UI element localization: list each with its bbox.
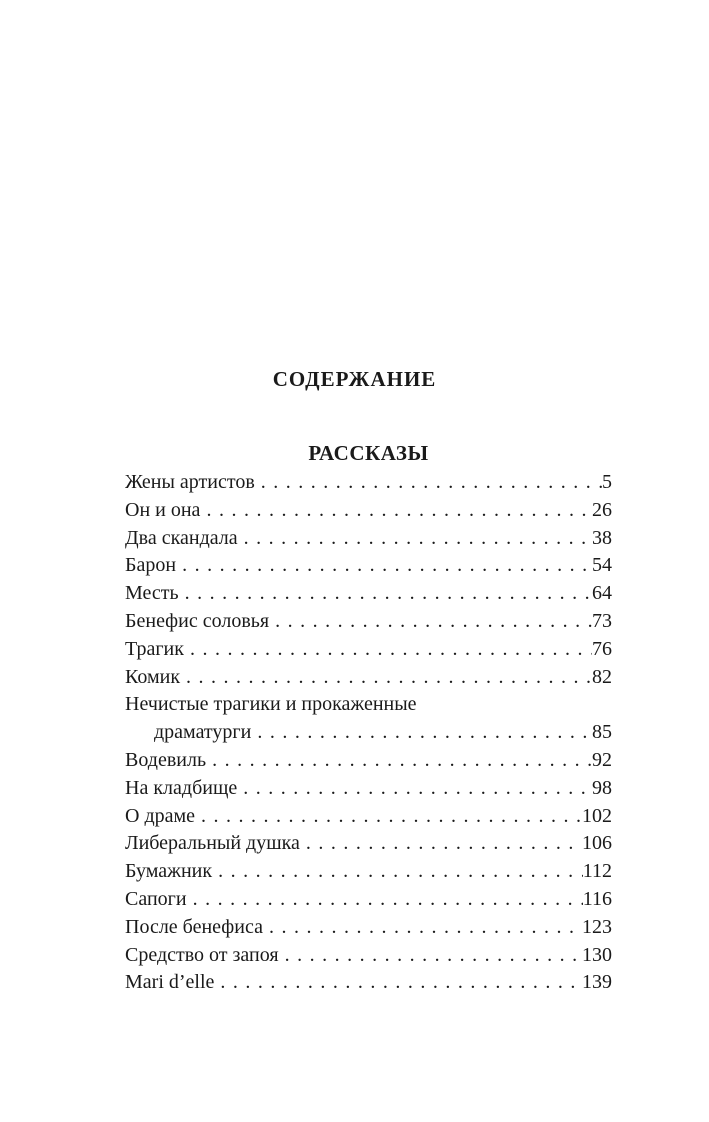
toc-entry [125, 525, 612, 553]
toc-entry [125, 803, 612, 831]
dot-leader [237, 775, 592, 803]
entry-page-number: 112 [582, 860, 612, 883]
entry-page-number: 64 [592, 582, 612, 605]
dot-leader [179, 580, 592, 608]
entry-title: драматурги [154, 721, 252, 744]
entry-title: На кладбище [125, 776, 238, 799]
section-heading: РАССКАЗЫ [308, 441, 429, 465]
entry-title: Два скандала [125, 526, 238, 549]
entry-page-number: 92 [592, 748, 612, 771]
entry-title: Либеральный душка [125, 832, 300, 855]
entry-title: Жены артистов [125, 471, 255, 493]
entry-title: Барон [125, 554, 177, 577]
toc-entry [125, 830, 612, 858]
dot-leader [269, 608, 592, 636]
dot-leader [212, 858, 583, 886]
entry-title: Средство от запоя [125, 943, 279, 966]
dot-leader [300, 830, 582, 858]
entry-title: Трагик [125, 637, 184, 660]
entry-page-number: 82 [592, 665, 612, 688]
dot-leader [263, 914, 582, 942]
dot-leader [184, 636, 592, 664]
entry-title: Mari d’elle [125, 971, 215, 994]
toc-entry [125, 608, 612, 636]
entry-title: Бенефис соловья [125, 609, 270, 632]
toc-entry [125, 469, 612, 497]
toc-entry [125, 497, 612, 525]
toc-entry [125, 552, 612, 580]
dot-leader [200, 497, 592, 525]
dot-leader [195, 803, 582, 831]
entry-page-number: 139 [582, 971, 612, 994]
toc-entry [125, 636, 612, 664]
dot-leader [180, 664, 592, 692]
entry-title: Водевиль [125, 748, 207, 771]
toc-entry [125, 942, 612, 970]
entry-page-number: 123 [582, 915, 612, 938]
toc-entry [125, 747, 612, 775]
toc-entry [125, 969, 612, 997]
toc-entry [125, 886, 612, 914]
toc-entry [125, 914, 612, 942]
entry-page-number: 85 [592, 721, 612, 744]
dot-leader [255, 469, 602, 497]
toc-entry [125, 775, 612, 803]
entry-page-number: 116 [582, 887, 612, 910]
entry-title: О драме [125, 804, 196, 827]
entry-title: Сапоги [125, 887, 187, 910]
entry-page-number: 5 [602, 471, 612, 493]
entry-page-number: 54 [592, 554, 612, 577]
toc-entry-line-2 [125, 719, 612, 747]
toc-entry [125, 858, 612, 886]
entry-title: Нечистые трагики и прокаженные [125, 693, 417, 716]
dot-leader [238, 525, 592, 553]
dot-leader [187, 886, 583, 914]
entry-title: Он и она [125, 498, 201, 521]
entry-page-number: 130 [582, 943, 612, 966]
dot-leader [176, 552, 592, 580]
entry-page-number: 102 [582, 804, 612, 827]
entry-title: Месть [125, 582, 179, 605]
toc-title: СОДЕРЖАНИЕ [272, 367, 437, 391]
toc-entry [125, 580, 612, 608]
dot-leader [279, 942, 582, 970]
dot-leader [206, 747, 592, 775]
dot-leader [214, 969, 582, 997]
entry-title: После бенефиса [125, 915, 263, 938]
toc-entry-line-1 [125, 691, 612, 719]
entry-title: Бумажник [125, 860, 213, 883]
entry-page-number: 38 [592, 526, 612, 549]
dot-leader [251, 719, 592, 747]
entry-page-number: 98 [592, 776, 612, 799]
toc-entry [125, 664, 612, 692]
toc-list [125, 469, 612, 997]
entry-page-number: 106 [582, 832, 612, 855]
entry-title: Комик [125, 665, 181, 688]
entry-page-number: 26 [592, 498, 612, 521]
entry-page-number: 73 [592, 609, 612, 632]
entry-page-number: 76 [592, 637, 612, 660]
